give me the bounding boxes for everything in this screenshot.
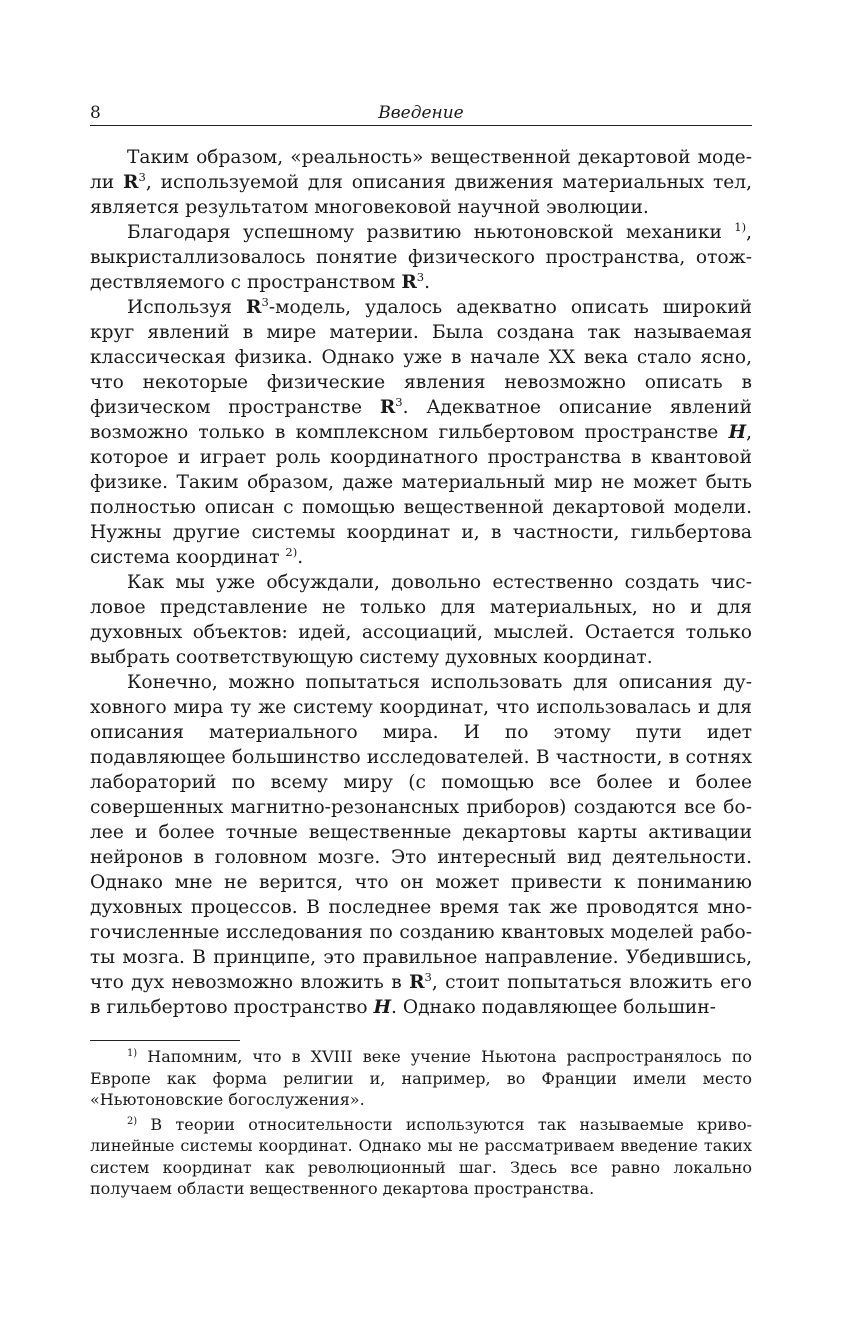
- real-space-symbol: R: [401, 272, 417, 293]
- hilbert-space-symbol: H: [373, 997, 392, 1018]
- hilbert-space-symbol: H: [728, 422, 747, 443]
- paragraph-3: Используя $R^3$-модель, удалось адекватно описать широкий круг явлений в мире материи. Была создана так называемая классическая физика. Однако уже в начале XX века стало ясно, что некоторые физические явления невозможно описать в физическом пространстве $R^3$. Адекватное описание явлений возможно только в комплексном гильбертовом пространстве H, которое и играет роль координатного пространства в квантовой физике. Таким образом, даже материальный мир не может быть полностью описан с помощью вещественной декартовой модели. Нужны другие системы координат и, в частности, гильбертова система координат $^{2)}$.: [90, 295, 752, 568]
- footnotes: [90, 1046, 752, 1200]
- paragraph-2: Благодаря успешному развитию ньютоновской механики $^{1)}$, выкристаллизовалось понятие физического пространства, отождествляемого с пространством $R^3$.: [90, 220, 752, 293]
- footnote-1: $^{1)}$ Напомним, что в XVIII веке учение Ньютона распространялось по Европе как форма религии и, например, во Франции имели место «Ньютоновские богослужения».: [90, 1047, 752, 1109]
- real-space-symbol: R: [379, 397, 396, 418]
- paragraph-4: Как мы уже обсуждали, довольно естественно создать числовое представление не только для материальных, но и для духовных объектов: идей, ассоциаций, мыслей. Остается только выбрать соответствующую систему духовных координат.: [90, 572, 752, 668]
- footnote-ref-2[interactable]: 2): [285, 545, 298, 560]
- footnote-mark: 2): [127, 1115, 138, 1127]
- running-title: Введение: [378, 103, 464, 123]
- footnote-2: $^{2)}$ В теории относительности используются так называемые криволинейные системы координат. Однако мы не рассматриваем введение таких систем координат как революционный шаг. Здесь все равно локально получаем области вещественного декартова пространства.: [90, 1114, 752, 1198]
- real-space-symbol: R: [409, 972, 425, 993]
- footnote-divider: [90, 1040, 240, 1041]
- footnote-mark: 1): [127, 1048, 138, 1060]
- running-header: [90, 103, 752, 126]
- real-space-symbol: R: [123, 172, 139, 193]
- page-number: 8: [90, 103, 101, 123]
- real-space-symbol: R: [246, 297, 262, 318]
- main-text: [90, 145, 752, 1020]
- paragraph-5: Конечно, можно попытаться использовать для описания духовного мира ту же систему координат, что использовалась и для описания материального мира. И по этому пути идет подавляющее большинство исследователей. В частности, в сотнях лабораторий по всему миру (с помощью все более и более совершенных магнитно-резонансных приборов) создаются все более и более точные вещественные декартовы карты активации нейронов в головном мозге. Это интересный вид деятельности. Однако мне не верится, что он может привести к пониманию духовных процессов. В последнее время так же проводятся многочисленные исследования по созданию квантовых моделей работы мозга. В принципе, это правильное направление. Убедившись, что дух невозможно вложить в $R^3$, стоит попытаться вложить его в гильбертово пространство H. Однако подавляющее большин-: [90, 672, 752, 1018]
- footnote-ref-1[interactable]: 1): [734, 220, 747, 235]
- paragraph-1: Таким образом, «реальность» вещественной декартовой модели $R^3$, используемой для описания движения материальных тел, является результатом многовековой научной эволюции.: [90, 147, 752, 218]
